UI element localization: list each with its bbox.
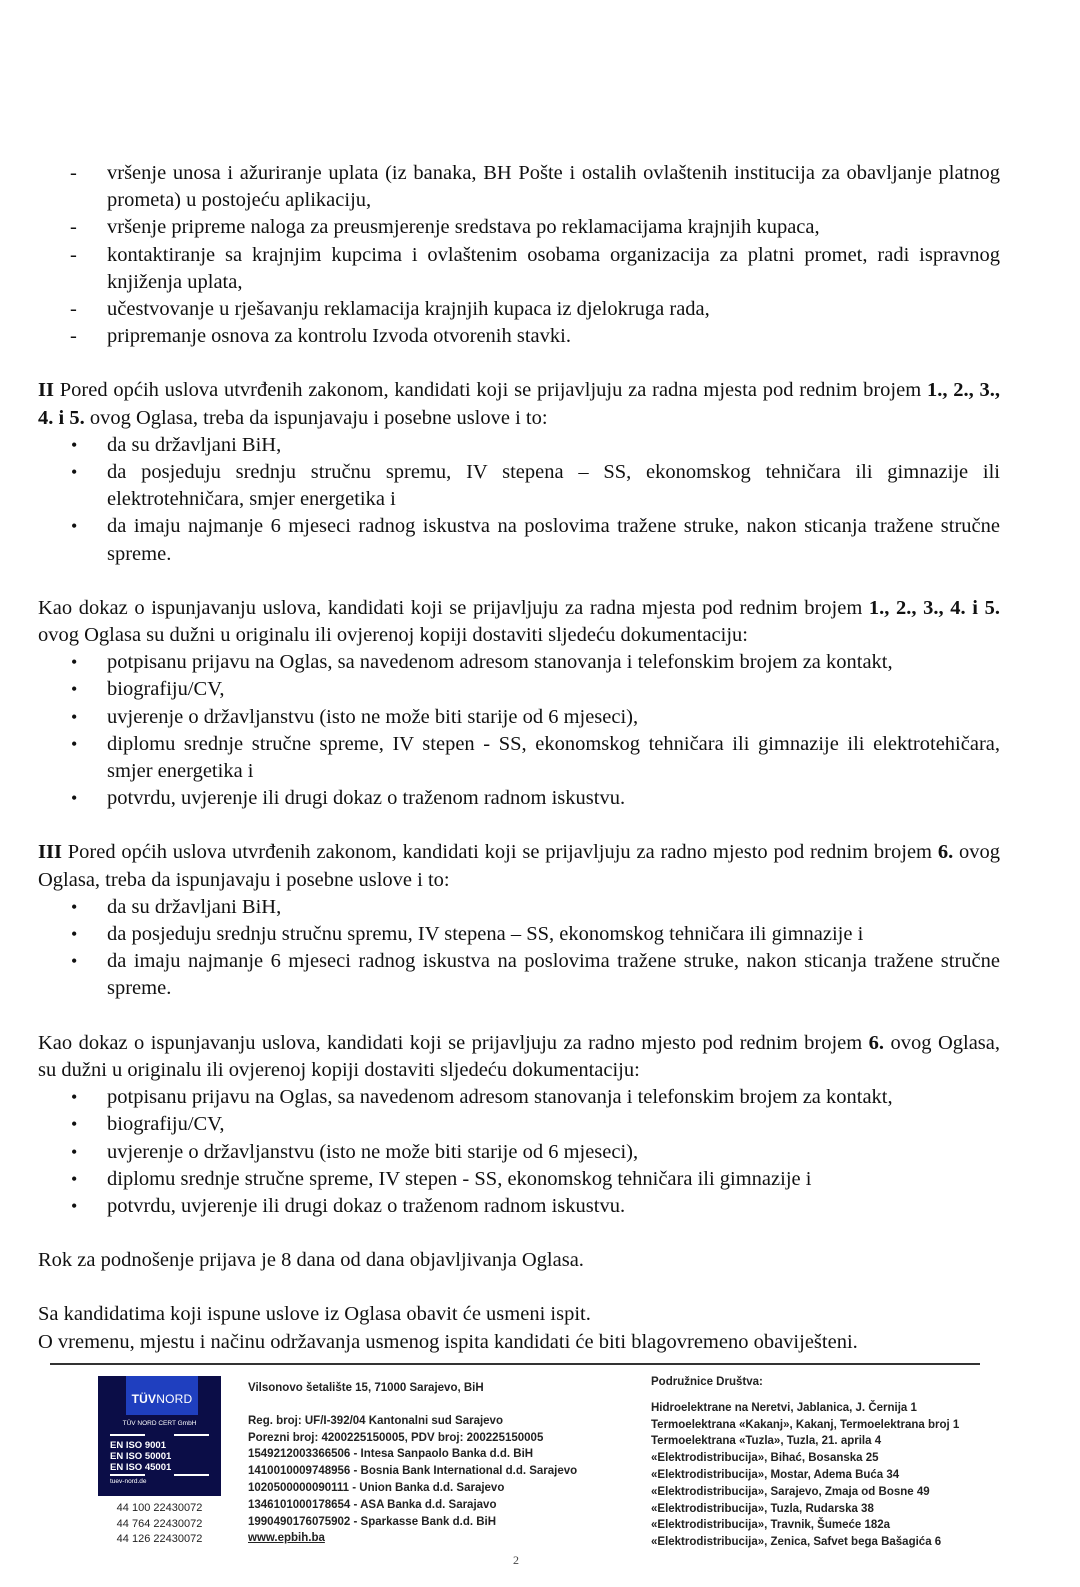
list-item: • da su državljani BiH,	[38, 894, 1000, 921]
certificate-numbers: 44 100 22430072 44 764 22430072 44 126 22430072	[116, 1502, 203, 1545]
branch-item: Termoelektrana «Tuzla», Tuzla, 21. aprila 4	[651, 1435, 882, 1448]
branch-item: «Elektrodistribucija», Tuzla, Rudarska 38	[651, 1502, 874, 1515]
dash-marker: -	[70, 216, 77, 239]
list-item: • potpisanu prijavu na Oglas, sa navedenom adresom stanovanja i telefonskim brojem za kontakt,	[38, 1084, 1000, 1111]
bullet-marker: •	[71, 679, 78, 700]
bank-account: 1410010009748956 - Bosnia Bank International d.d. Sarajevo	[248, 1465, 578, 1478]
registry-number: Reg. broj: UF/I-392/04 Kantonalni sud Sarajevo	[248, 1414, 503, 1427]
list-item: • da imaju najmanje 6 mjeseci radnog iskustva na poslovima tražene struke, nakon sticanja tražene stručne spreme.	[71, 515, 1000, 565]
bullet-marker: •	[71, 924, 78, 945]
document-body	[38, 160, 1000, 1356]
list-item: • da posjeduju srednju stručnu spremu, IV stepena – SS, ekonomskog tehničara ili gimnazije ili elektrotehničara, smjer energetika i	[71, 461, 1000, 511]
bullet-marker: •	[71, 896, 78, 917]
bullet-marker: •	[71, 652, 78, 673]
logo-divider	[174, 1434, 209, 1436]
dash-marker: -	[70, 243, 77, 266]
bullet-marker: •	[71, 434, 78, 455]
dash-marker: -	[70, 162, 77, 184]
list-item: • diplomu srednje stručne spreme, IV stepen - SS, ekonomskog tehničara ili gimnazije i	[38, 1166, 1000, 1193]
section-numeral: II	[38, 379, 54, 402]
duties-list	[38, 160, 1000, 350]
bullet-marker: •	[71, 516, 78, 537]
bullet-marker: •	[71, 706, 78, 727]
section-2-conditions	[38, 432, 1000, 568]
logo-divider	[110, 1474, 145, 1476]
list-item: - pripremanje osnova za kontrolu Izvoda otvorenih stavki.	[38, 323, 1000, 350]
cert-name: TÜV NORD CERT GmbH	[122, 1420, 197, 1427]
bullet-marker: •	[71, 1168, 78, 1189]
section-2-proof: Kao dokaz o ispunjavanju uslova, kandidati koji se prijavljuju za radna mjesta pod rednim brojem 1., 2., 3., 4. i 5. ovog Oglasa su dužni u originalu ili ovjerenoj kopiji dostaviti sljedeću dokumentaciju:	[38, 596, 1000, 647]
list-item: • uvjerenje o državljanstvu (isto ne može biti starije od 6 mjeseci),	[38, 704, 1000, 731]
logo-divider	[110, 1434, 145, 1436]
list-item: • potvrdu, uvjerenje ili drugi dokaz o traženom radnom iskustvu.	[38, 1193, 1000, 1220]
list-item: • potvrdu, uvjerenje ili drugi dokaz o traženom radnom iskustvu.	[38, 785, 1000, 812]
section-3-intro: III Pored općih uslova utvrđenih zakonom, kandidati koji se prijavljuju za radno mjesto pod rednim brojem 6. ovog Oglasa, treba da ispunjavaju i posebne uslove i to:	[38, 841, 1001, 891]
tuv-nord-certification-logo	[98, 1376, 221, 1496]
branch-item: «Elektrodistribucija», Bihać, Bosanska 25	[651, 1452, 879, 1465]
bullet-marker: •	[71, 1141, 78, 1162]
list-item: • uvjerenje o državljanstvu (isto ne može biti starije od 6 mjeseci),	[38, 1139, 1000, 1166]
list-item: • da su državljani BiH,	[38, 432, 1000, 459]
exam-notice-text: O vremenu, mjestu i načinu održavanja usmenog ispita kandidati će biti blagovremeno obaviješteni.	[38, 1330, 858, 1353]
logo-website: tuev-nord.de	[110, 1478, 147, 1485]
branches-title: Podružnice Društva:	[651, 1376, 763, 1388]
bank-account: 1990490176075902 - Sparkasse Bank d.d. BiH	[248, 1515, 497, 1528]
list-item: • da posjeduju srednju stručnu spremu, IV stepena – SS, ekonomskog tehničara ili gimnazije i	[38, 921, 1000, 948]
bullet-marker: •	[71, 462, 78, 483]
section-3-documents	[38, 1084, 1000, 1220]
bank-account: 1549212003366506 - Intesa Sanpaolo Banka d.d. BiH	[248, 1448, 534, 1461]
bullet-marker: •	[71, 733, 78, 754]
list-item: • diplomu srednje stručne spreme, IV stepen - SS, ekonomskog tehničara ili gimnazije ili elektrotehičara, smjer energetika i	[71, 732, 1000, 783]
branches-info	[651, 1374, 959, 1551]
branch-item: «Elektrodistribucija», Sarajevo, Zmaja od Bosne 49	[651, 1485, 930, 1498]
branch-item: Hidroelektrane na Neretvi, Jablanica, J. Černija 1	[651, 1401, 917, 1414]
bank-account: 1020500000090111 - Union Banka d.d. Sarajevo	[248, 1481, 505, 1494]
footer-divider	[50, 1363, 980, 1365]
section-2-documents	[38, 649, 1000, 812]
bullet-marker: •	[71, 1087, 78, 1108]
page-number: 2	[513, 1553, 519, 1567]
branch-item: «Elektrodistribucija», Zenica, Safvet bega Bašagića 6	[651, 1536, 942, 1549]
list-item: - kontaktiranje sa krajnjim kupcima i ovlaštenim osobama organizacija za platni promet, radi ispravnog knjiženja uplata,	[70, 243, 1000, 293]
bank-account: 1346101000178654 - ASA Banka d.d. Sarajavo	[248, 1498, 497, 1511]
bullet-marker: •	[71, 788, 78, 809]
tuv-nord-brand: TÜVNORD	[126, 1376, 198, 1415]
branch-item: «Elektrodistribucija», Mostar, Adema Buća 34	[651, 1468, 900, 1481]
section-numeral: III	[38, 841, 62, 864]
list-item: • da imaju najmanje 6 mjeseci radnog iskustva na poslovima tražene struke, nakon sticanja tražene stručne spreme.	[71, 950, 1000, 1000]
tax-number: Porezni broj: 4200225150005, PDV broj: 200225150005	[248, 1431, 544, 1444]
company-address: Vilsonovo šetalište 15, 71000 Sarajevo, BiH	[248, 1382, 484, 1394]
list-item: - vršenje unosa i ažuriranje uplata (iz banaka, BH Pošte i ostalih ovlaštenih institucija za obavljanje platnog prometa) u postojeću aplikaciju,	[70, 162, 1000, 212]
section-2-intro: II Pored općih uslova utvrđenih zakonom, kandidati koji se prijavljuju za radna mjesta pod rednim brojem 1., 2., 3., 4. i 5. ovog Oglasa, treba da ispunjavaju i posebne uslove i to:	[38, 379, 1000, 429]
deadline-text: Rok za podnošenje prijava je 8 dana od dana objavljivanja Oglasa.	[38, 1249, 584, 1272]
logo-divider	[174, 1474, 209, 1476]
list-item: - učestvovanje u rješavanju reklamacija krajnjih kupaca iz djelokruga rada,	[38, 296, 1000, 323]
company-info	[248, 1380, 577, 1547]
dash-marker: -	[70, 298, 77, 321]
section-3-proof: Kao dokaz o ispunjavanju uslova, kandidati koji se prijavljuju za radno mjesto pod rednim brojem 6. ovog Oglasa, su dužni u originalu ili ovjerenoj kopiji dostaviti sljedeću dokumentaciju:	[38, 1031, 1000, 1081]
branch-item: «Elektrodistribucija», Travnik, Šumeće 182a	[651, 1519, 891, 1532]
bullet-marker: •	[71, 1195, 78, 1216]
list-item: - vršenje pripreme naloga za preusmjerenje sredstava po reklamacijama krajnjih kupaca,	[38, 214, 1000, 241]
iso-standards: EN ISO 9001 EN ISO 50001 EN ISO 45001	[110, 1440, 172, 1473]
bullet-marker: •	[71, 1114, 78, 1135]
bullet-marker: •	[71, 951, 78, 972]
list-item: • biografiju/CV,	[38, 676, 1000, 703]
dash-marker: -	[70, 325, 77, 348]
section-3-conditions	[38, 894, 1000, 1003]
branch-item: Termoelektrana «Kakanj», Kakanj, Termoelektrana broj 1	[651, 1418, 960, 1431]
website-link[interactable]: www.epbih.ba	[248, 1532, 325, 1545]
exam-text: Sa kandidatima koji ispune uslove iz Oglasa obavit će usmeni ispit.	[38, 1303, 591, 1326]
list-item: • biografiju/CV,	[38, 1111, 1000, 1138]
list-item: • potpisanu prijavu na Oglas, sa navedenom adresom stanovanja i telefonskim brojem za kontakt,	[38, 649, 1000, 676]
